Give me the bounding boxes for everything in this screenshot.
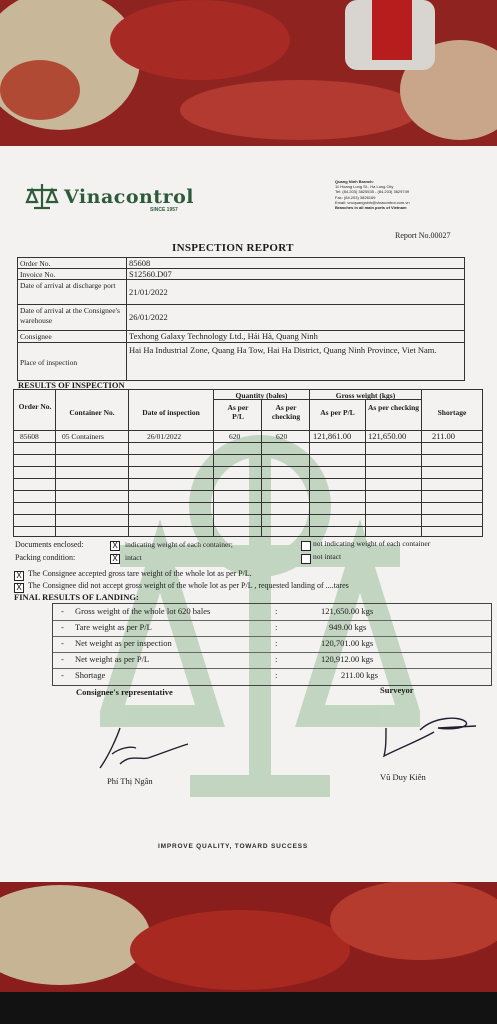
footer-slogan: IMPROVE QUALITY, TOWARD SUCCESS bbox=[158, 843, 308, 850]
packing-intact-label: intact bbox=[125, 553, 142, 562]
documents-indicating-label: indicating weight of each container; bbox=[125, 540, 233, 549]
final-net-pl-value: 120,912.00 kgs bbox=[321, 654, 374, 664]
header-gross-pl: As per P/L bbox=[320, 408, 355, 417]
arrival-warehouse-label: Date of arrival at the Consignee's warehouse bbox=[20, 306, 120, 325]
order-no-value: 85608 bbox=[129, 258, 151, 268]
final-sep: : bbox=[275, 654, 278, 664]
final-net-inspection-label: Net weight as per inspection bbox=[75, 638, 172, 648]
report-sheet bbox=[0, 146, 497, 882]
documents-not-indicating-label: not indicating weight of each container bbox=[313, 539, 431, 548]
surveyor-title: Surveyor bbox=[380, 685, 414, 695]
company-name: Vinacontrol bbox=[64, 186, 194, 208]
row-shortage: 211.00 bbox=[432, 431, 456, 441]
row-qty-checking: 620 bbox=[276, 432, 288, 441]
header-shortage: Shortage bbox=[437, 408, 467, 417]
order-no-label: Order No. bbox=[20, 259, 51, 268]
row-qty-pl: 620 bbox=[229, 432, 241, 441]
final-net-pl-label: Net weight as per P/L bbox=[75, 654, 150, 664]
documents-indicating-checkbox[interactable]: X bbox=[110, 541, 120, 551]
results-table bbox=[13, 389, 483, 537]
row-order-no: 85608 bbox=[20, 432, 39, 441]
place-value: Hai Ha Industrial Zone, Quang Ha Tow, Hai Ha District, Quang Ninh Province, Viet Nam. bbox=[129, 345, 437, 355]
consignee-label: Consignee bbox=[20, 332, 52, 341]
final-shortage-value: 211.00 kgs bbox=[341, 670, 378, 680]
final-tare-label: Tare weight as per P/L bbox=[75, 622, 152, 632]
branch-line: Branches in all main ports of Vietnam bbox=[335, 205, 407, 211]
documents-label: Documents enclosed: bbox=[15, 540, 84, 549]
final-sep: : bbox=[275, 670, 278, 680]
final-bullet: - bbox=[61, 606, 64, 616]
accepted-label: The Consignee accepted gross tare weight of the whole lot as per P/L. bbox=[28, 569, 252, 578]
results-title: RESULTS OF INSPECTION bbox=[18, 380, 125, 390]
row-gross-checking: 121,650.00 bbox=[368, 431, 407, 441]
not-accepted-label: The Consignee did not accept gross weight of the whole lot as per P/L , requested landing of ....tares bbox=[28, 581, 349, 590]
final-tare-value: 949.00 kgs bbox=[329, 622, 367, 632]
invoice-no-label: Invoice No. bbox=[20, 270, 56, 279]
header-qty-pl: As per P/L bbox=[227, 403, 249, 421]
arrival-warehouse-value: 26/01/2022 bbox=[129, 312, 168, 322]
final-gross-label: Gross weight of the whole lot 620 bales bbox=[75, 606, 211, 616]
final-bullet: - bbox=[61, 670, 64, 680]
header-container-no: Container No. bbox=[69, 408, 115, 417]
consignee-value: Texhong Galaxy Technology Ltd., Hải Hà, Quang Ninh bbox=[129, 331, 318, 341]
final-table bbox=[52, 603, 492, 686]
row-container: 05 Containers bbox=[62, 432, 104, 441]
branch-line: Tel: (84.203) 3825535 - (84.203) 3629749 bbox=[335, 189, 410, 195]
packing-not-intact-checkbox[interactable] bbox=[301, 554, 311, 564]
final-gross-value: 121,650.00 kgs bbox=[321, 606, 374, 616]
final-sep: : bbox=[275, 638, 278, 648]
arrival-port-value: 21/01/2022 bbox=[129, 287, 168, 297]
final-sep: : bbox=[275, 606, 278, 616]
final-bullet: - bbox=[61, 654, 64, 664]
final-bullet: - bbox=[61, 622, 64, 632]
consignee-rep-title: Consignee's representative bbox=[76, 687, 173, 697]
vinacontrol-logo-icon bbox=[24, 182, 60, 210]
packing-label: Packing condition: bbox=[15, 553, 76, 562]
final-bullet: - bbox=[61, 638, 64, 648]
report-number: Report No.00027 bbox=[395, 231, 451, 240]
invoice-no-value: S12560.D07 bbox=[129, 269, 172, 279]
company-since: SINCE 1957 bbox=[150, 207, 178, 213]
header-gross: Gross weight (kgs) bbox=[335, 391, 396, 400]
final-net-inspection-value: 120,701.00 kgs bbox=[321, 638, 374, 648]
final-shortage-label: Shortage bbox=[75, 670, 106, 680]
final-title: FINAL RESULTS OF LANDING: bbox=[14, 592, 139, 602]
info-table bbox=[17, 257, 465, 381]
report-title: INSPECTION REPORT bbox=[172, 242, 294, 254]
header-qty-checking: As per checking bbox=[271, 403, 301, 421]
branch-line: Quang Ninh Branch: bbox=[335, 179, 374, 184]
header-date: Date of inspection bbox=[142, 408, 200, 417]
branch-line: Fax: (84.203) 3826169 bbox=[335, 194, 376, 200]
place-label: Place of inspection bbox=[20, 358, 78, 367]
header-gross-checking: As per checking bbox=[367, 403, 420, 412]
arrival-port-label: Date of arrival at discharge port bbox=[20, 281, 116, 290]
accepted-checkbox[interactable]: X bbox=[14, 571, 24, 581]
branch-info bbox=[335, 179, 410, 210]
not-accepted-checkbox[interactable]: X bbox=[14, 583, 24, 593]
packing-not-intact-label: not intact bbox=[313, 552, 342, 561]
consignee-signature-icon bbox=[90, 724, 190, 774]
surveyor-name: Vũ Duy Kiên bbox=[380, 772, 426, 782]
header-order-no: Order No. bbox=[18, 402, 52, 411]
documents-not-indicating-checkbox[interactable] bbox=[301, 541, 311, 551]
consignee-rep-name: Phí Thị Ngân bbox=[107, 776, 153, 786]
surveyor-signature-icon bbox=[380, 712, 480, 762]
row-date: 26/01/2022 bbox=[147, 432, 182, 441]
branch-line: Email: vncquangninh@vinacontrol.com.vn bbox=[335, 199, 410, 205]
final-sep: : bbox=[275, 622, 278, 632]
row-gross-pl: 121,861.00 bbox=[313, 431, 352, 441]
branch-line: 11 Hoang Long St., Ha Long City bbox=[335, 184, 394, 190]
header-quantity: Quantity (bales) bbox=[235, 391, 288, 400]
packing-intact-checkbox[interactable]: X bbox=[110, 554, 120, 564]
